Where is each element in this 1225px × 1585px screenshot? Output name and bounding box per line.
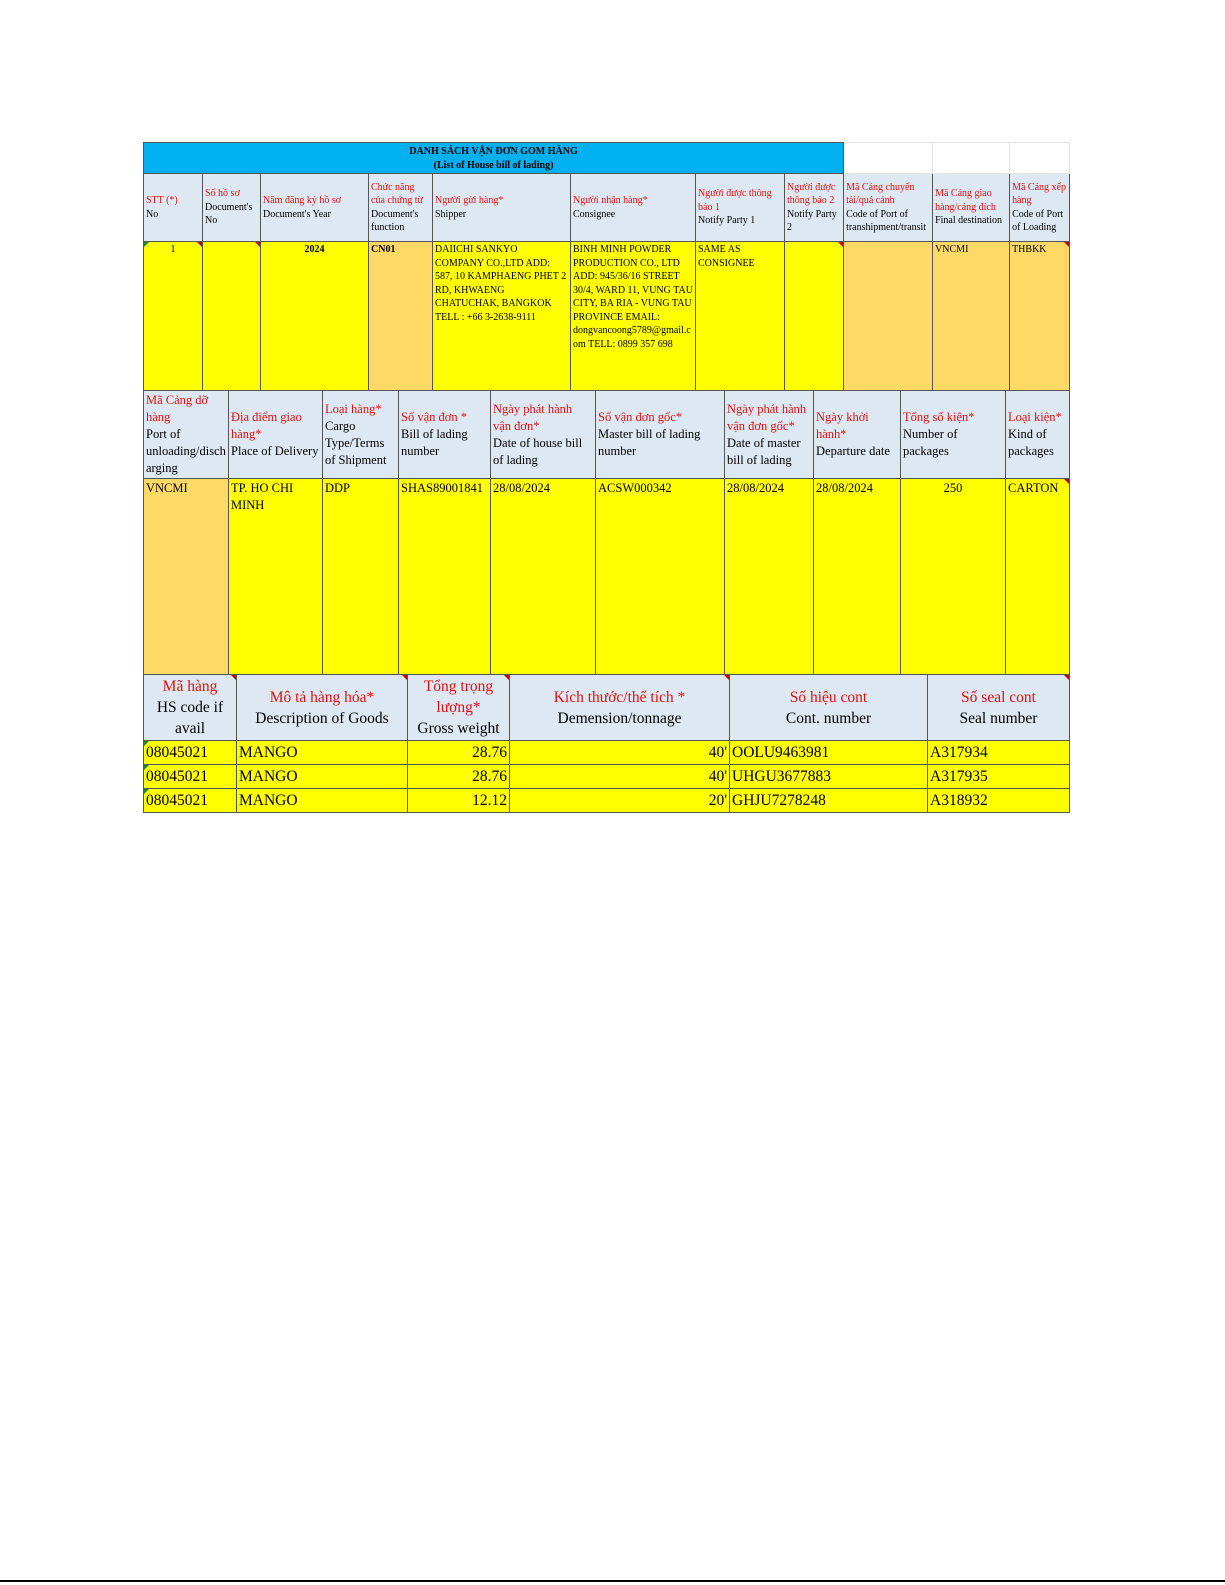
header-shipper: Người gửi hàng* Shipper <box>433 174 571 242</box>
header-description: Mô tả hàng hóa* Description of Goods <box>237 675 408 741</box>
cell-packages[interactable]: 250 <box>901 479 1006 675</box>
title-en: (List of House bill of lading) <box>433 159 554 171</box>
header-master-bl: Số vận đơn gốc* Master bill of lading number <box>596 391 725 479</box>
cell-gross-weight[interactable]: 12.12 <box>408 789 510 813</box>
header-doc-year: Năm đăng ký hồ sơ Document's Year <box>261 174 369 242</box>
section-3 <box>143 674 1070 813</box>
cell-port-loading[interactable]: THBKK <box>1010 242 1070 394</box>
header-doc-no: Số hồ sơ Document's No <box>203 174 261 242</box>
header-master-bl-date: Ngày phát hành vận đơn gốc* Date of master bill of lading <box>725 391 814 479</box>
cell-final-destination[interactable]: VNCMI <box>933 242 1010 394</box>
table-row <box>144 789 1070 813</box>
header-bl-number: Số vận đơn * Bill of lading number <box>399 391 491 479</box>
cell-year[interactable]: 2024 <box>261 242 369 394</box>
header-departure: Ngày khởi hành* Departure date <box>814 391 901 479</box>
cell-dimension[interactable]: 40' <box>510 765 730 789</box>
header-seal-number: Số seal cont Seal number <box>928 675 1070 741</box>
header-consignee: Người nhận hàng* Consignee <box>571 174 696 242</box>
header-gross-weight: Tổng trọng lượng* Gross weight <box>408 675 510 741</box>
header-cargo-type: Loại hàng* Cargo Type/Terms of Shipment <box>323 391 399 479</box>
cell-description[interactable]: MANGO <box>237 741 408 765</box>
cell-notify-2[interactable] <box>785 242 844 394</box>
cell-master-bl-date[interactable]: 28/08/2024 <box>725 479 814 675</box>
page-bottom-rule <box>0 1580 1225 1582</box>
cell-consignee[interactable]: BINH MINH POWDER PRODUCTION CO., LTD ADD: 945/36/16 STREET 30/4, WARD 11, VUNG TAU CITY, BA RIA - VUNG TAU PROVINCE EMAIL: dongvancoong5789@gmail.com TELL: 0899 357 698 <box>571 242 696 394</box>
table-row <box>144 765 1070 789</box>
cell-transhipment[interactable] <box>844 242 933 394</box>
cell-place-delivery[interactable]: TP. HO CHI MINH <box>229 479 323 675</box>
cell-departure[interactable]: 28/08/2024 <box>814 479 901 675</box>
blank-cell <box>933 143 1010 174</box>
cell-cargo-type[interactable]: DDP <box>323 479 399 675</box>
header-doc-function: Chức năng của chứng từ Document's function <box>369 174 433 242</box>
header-port-unloading: Mã Cảng dỡ hàng Port of unloading/discharging <box>144 391 229 479</box>
header-no: STT (*) No <box>144 174 203 242</box>
cell-notify-1[interactable]: SAME AS CONSIGNEE <box>696 242 785 394</box>
section-1 <box>143 142 1070 394</box>
goods-table <box>143 674 1070 813</box>
cell-gross-weight[interactable]: 28.76 <box>408 741 510 765</box>
sheet-title <box>144 143 844 174</box>
cell-cont-number[interactable]: GHJU7278248 <box>730 789 928 813</box>
cell-cont-number[interactable]: UHGU3677883 <box>730 765 928 789</box>
header-hs-code: Mã hàng HS code if avail <box>144 675 237 741</box>
header-final-destination: Mã Cảng giao hàng/cảng đích Final destination <box>933 174 1010 242</box>
cell-bl-number[interactable]: SHAS89001841 <box>399 479 491 675</box>
cell-no[interactable]: 1 <box>144 242 203 394</box>
cell-function[interactable]: CN01 <box>369 242 433 394</box>
cell-gross-weight[interactable]: 28.76 <box>408 765 510 789</box>
cell-doc-no[interactable] <box>203 242 261 394</box>
header-notify-2: Người được thông báo 2 Notify Party 2 <box>785 174 844 242</box>
cell-cont-number[interactable]: OOLU9463981 <box>730 741 928 765</box>
header-port-loading: Mã Cảng xếp hàng Code of Port of Loading <box>1010 174 1070 242</box>
blank-cell <box>844 143 933 174</box>
section-2 <box>143 390 1070 675</box>
header-place-delivery: Địa điểm giao hàng* Place of Delivery <box>229 391 323 479</box>
cell-shipper[interactable]: DAIICHI SANKYO COMPANY CO.,LTD ADD: 587, 10 KAMPHAENG PHET 2 RD, KHWAENG CHATUCHAK, BANGKOK TELL : +66 3-2638-9111 <box>433 242 571 394</box>
header-notify-1: Người được thông báo 1 Notify Party 1 <box>696 174 785 242</box>
cell-dimension[interactable]: 20' <box>510 789 730 813</box>
cell-kind[interactable]: CARTON <box>1006 479 1070 675</box>
cell-master-bl[interactable]: ACSW000342 <box>596 479 725 675</box>
blank-cell <box>1010 143 1070 174</box>
header-transhipment: Mã Cảng chuyển tải/quá cảnh Code of Port of transhipment/transit <box>844 174 933 242</box>
header-cont-number: Số hiệu cont Cont. number <box>730 675 928 741</box>
cell-description[interactable]: MANGO <box>237 789 408 813</box>
cell-description[interactable]: MANGO <box>237 765 408 789</box>
cell-dimension[interactable]: 40' <box>510 741 730 765</box>
cell-port-unloading[interactable]: VNCMI <box>144 479 229 675</box>
header-packages: Tổng số kiện* Number of packages <box>901 391 1006 479</box>
table-row <box>144 741 1070 765</box>
cell-hs-code[interactable]: 08045021 <box>144 789 237 813</box>
house-bl-detail-table <box>143 390 1070 675</box>
cell-seal-number[interactable]: A317935 <box>928 765 1070 789</box>
header-dimension: Kích thước/thể tích * Demension/tonnage <box>510 675 730 741</box>
cell-seal-number[interactable]: A317934 <box>928 741 1070 765</box>
title-vn: DANH SÁCH VẬN ĐƠN GOM HÀNG <box>409 146 578 157</box>
cell-house-bl-date[interactable]: 28/08/2024 <box>491 479 596 675</box>
cell-hs-code[interactable]: 08045021 <box>144 765 237 789</box>
cell-hs-code[interactable]: 08045021 <box>144 741 237 765</box>
header-house-bl-date: Ngày phát hành vận đơn* Date of house bill of lading <box>491 391 596 479</box>
header-kind: Loại kiện* Kind of packages <box>1006 391 1070 479</box>
house-bl-header-table <box>143 142 1070 394</box>
cell-seal-number[interactable]: A318932 <box>928 789 1070 813</box>
